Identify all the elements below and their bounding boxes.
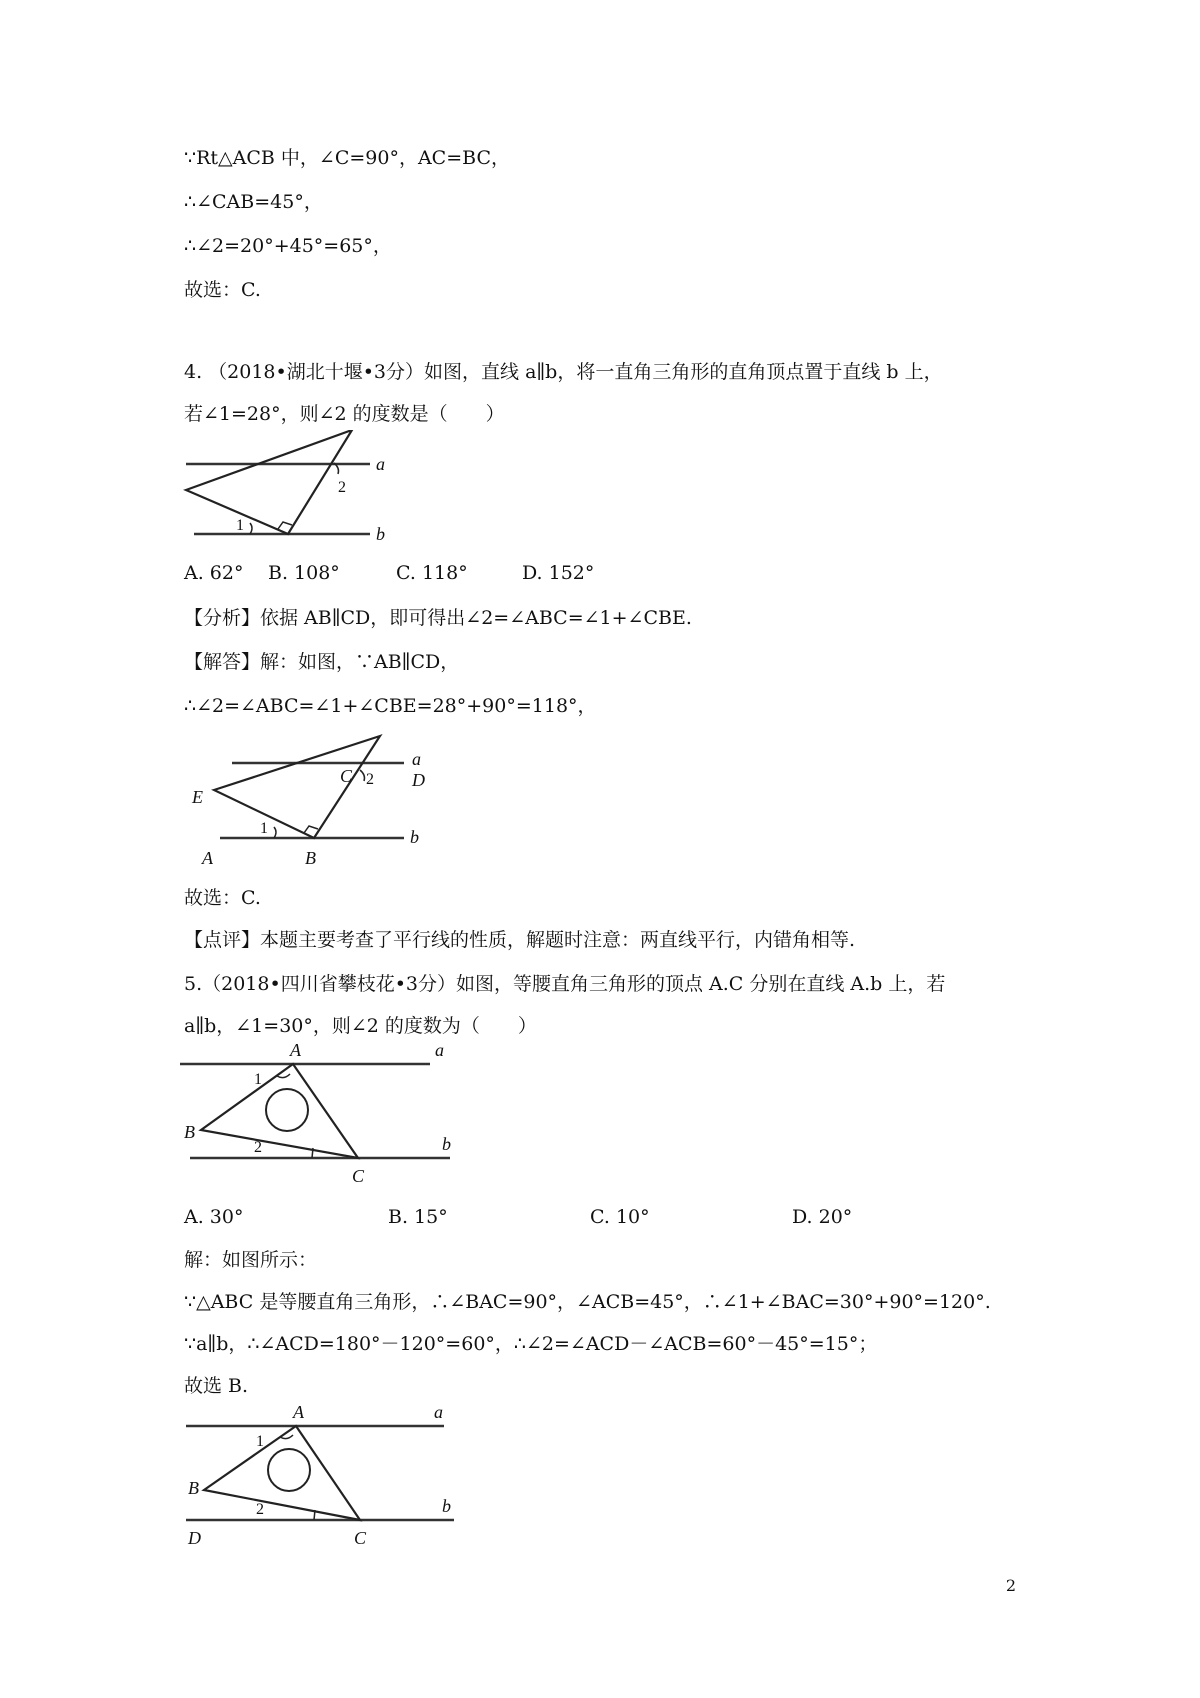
text-line: 故选：C. [184,279,261,301]
option-a: A. 30° [184,1206,244,1228]
label-2: 2 [256,1501,264,1518]
answer: 【解答】解：如图，∵AB∥CD， [184,651,460,673]
option-b: B. 15° [388,1206,448,1228]
option-a: A. 62° [184,562,244,584]
solution-line: ∵△ABC 是等腰直角三角形，∴∠BAC=90°，∠ACB=45°，∴∠1+∠BAC=30°+90°=120°. [184,1291,991,1313]
text-line: ∴∠2=20°+45°=65°， [184,235,392,257]
label-a: a [412,749,421,769]
label-D: D [188,1528,201,1548]
label-1: 1 [254,1071,262,1088]
question-5-stem: 5.（2018•四川省攀枝花•3分）如图，等腰直角三角形的顶点 A.C 分别在直线 A.b 上，若 [184,973,946,995]
text-line: ∵Rt△ACB 中，∠C=90°，AC=BC， [184,147,510,169]
label-E: E [192,787,203,807]
option-d: D. 152° [522,562,595,584]
comment: 【点评】本题主要考查了平行线的性质，解题时注意：两直线平行，内错角相等. [184,929,856,951]
choice: 故选 B. [184,1375,249,1397]
option-d: D. 20° [792,1206,853,1228]
text-line: ∴∠CAB=45°， [184,191,323,213]
option-c: C. 118° [396,562,468,584]
label-2: 2 [254,1139,262,1156]
label-b: b [410,827,419,847]
label-B: B [184,1122,195,1142]
label-A: A [290,1040,301,1060]
figure-q4 [180,430,400,549]
option-c: C. 10° [590,1206,650,1228]
label-D: D [412,770,425,790]
solution-line: ∵a∥b，∴∠ACD=180°－120°=60°，∴∠2=∠ACD－∠ACB=60°－45°=15°； [184,1333,878,1355]
question-5-stem: a∥b，∠1=30°，则∠2 的度数为（ ） [184,1015,537,1037]
choice: 故选：C. [184,887,261,909]
figure-q5-solution [180,1402,470,1556]
label-C: C [352,1166,365,1186]
label-B: B [305,848,316,868]
analysis: 【分析】依据 AB∥CD，即可得出∠2=∠ABC=∠1+∠CBE. [184,607,692,629]
figure-q5 [180,1040,460,1194]
label-2: 2 [366,771,374,788]
label-a: a [434,1402,443,1422]
label-b: b [442,1496,451,1516]
label-b: b [442,1134,451,1154]
calculation: ∴∠2=∠ABC=∠1+∠CBE=28°+90°=118°， [184,695,597,717]
question-4-stem: 若∠1=28°，则∠2 的度数是（ ） [184,403,505,425]
label-2: 2 [338,479,346,496]
label-C: C [340,766,353,786]
figure-q4-solution [180,730,430,874]
label-C: C [354,1528,367,1548]
label-A: A [202,848,213,868]
label-a: a [435,1040,444,1060]
solution-heading: 解：如图所示： [184,1249,318,1271]
label-A: A [293,1402,304,1422]
label-B: B [188,1478,199,1498]
page-number: 2 [1005,1576,1016,1595]
label-a: a [376,454,385,474]
label-1: 1 [260,820,268,837]
label-1: 1 [236,517,244,534]
option-b: B. 108° [268,562,340,584]
question-4-stem: 4. （2018•湖北十堰•3分）如图，直线 a∥b，将一直角三角形的直角顶点置于直线 b 上， [184,361,943,383]
label-1: 1 [256,1433,264,1450]
label-b: b [376,524,385,544]
